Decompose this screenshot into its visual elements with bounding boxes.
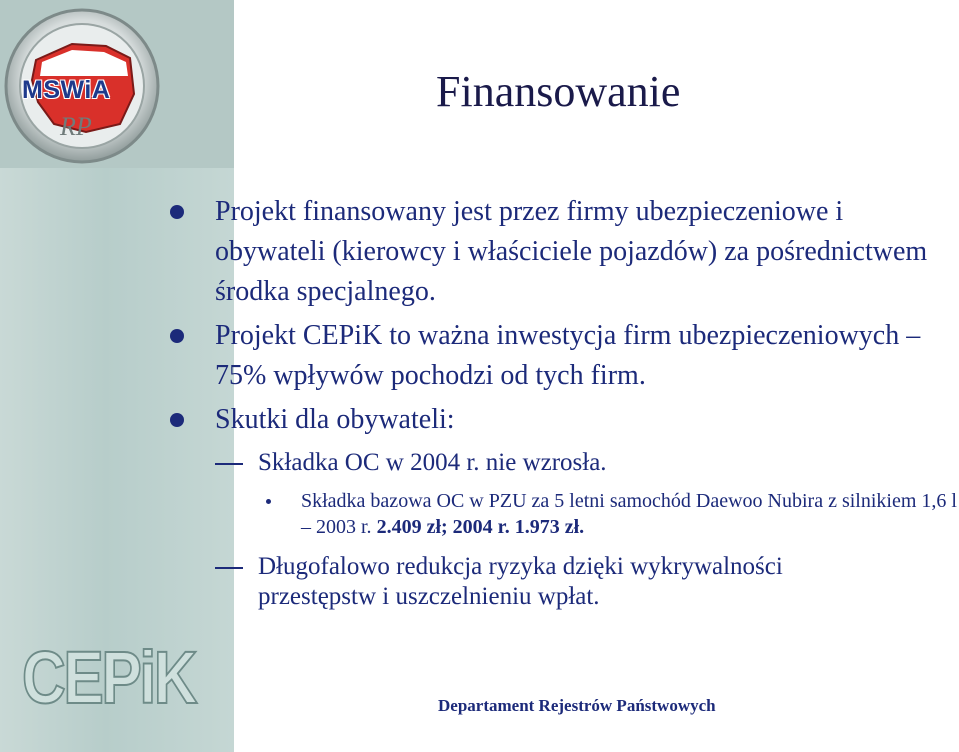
rp-logo-text: RP <box>60 112 92 141</box>
footer-department: Departament Rejestrów Państwowych <box>438 696 716 715</box>
bullet-effects <box>170 400 959 440</box>
sub-item-premium-text: Składka OC w 2004 r. nie wzrosła. <box>258 449 607 476</box>
detail-middle: ; 2004 r. <box>441 516 515 538</box>
bullet-financing-text: Projekt finansowany jest przez firmy ubezpieczeniowe i obywateli (kierowcy i właściciele pojazdów) za pośrednictwem środka specjalnego. <box>215 196 928 307</box>
sub-item-premium <box>170 448 959 478</box>
bullet-investment <box>170 316 959 396</box>
bullet-investment-text: Projekt CEPiK to ważna inwestycja firm ubezpieczeniowych – 75% wpływów pochodzi od tych firm. <box>215 320 921 391</box>
detail-value-2003: 2.409 zł <box>376 516 441 538</box>
cepik-logo: CEPiK <box>22 636 196 719</box>
bullet-dot-icon <box>170 205 184 219</box>
slide-title: Finansowanie <box>436 67 681 116</box>
sub-item-risk <box>170 552 878 612</box>
detail-suffix: . <box>579 516 585 538</box>
detail-item-pzu <box>170 488 959 540</box>
bullet-financing <box>170 192 959 312</box>
bullet-dot-icon <box>170 329 184 343</box>
bullet-dot-icon <box>170 413 184 427</box>
mswia-logo-text: MSWiA <box>22 76 111 104</box>
slide-content <box>170 192 959 612</box>
sub-item-risk-text: Długofalowo redukcja ryzyka dzięki wykrywalności przestępstw i uszczelnieniu wpłat. <box>258 553 783 610</box>
small-dot-icon <box>266 499 271 504</box>
dash-bullet-icon <box>215 463 243 465</box>
dash-bullet-icon <box>215 567 243 569</box>
detail-prefix: Składka bazowa OC w PZU za 5 letni samochód Daewoo Nubira z silnikiem 1,6 l – 2003 r. <box>301 490 957 538</box>
bullet-effects-text: Skutki dla obywateli: <box>215 404 455 435</box>
detail-value-2004: 1.973 zł <box>514 516 580 538</box>
